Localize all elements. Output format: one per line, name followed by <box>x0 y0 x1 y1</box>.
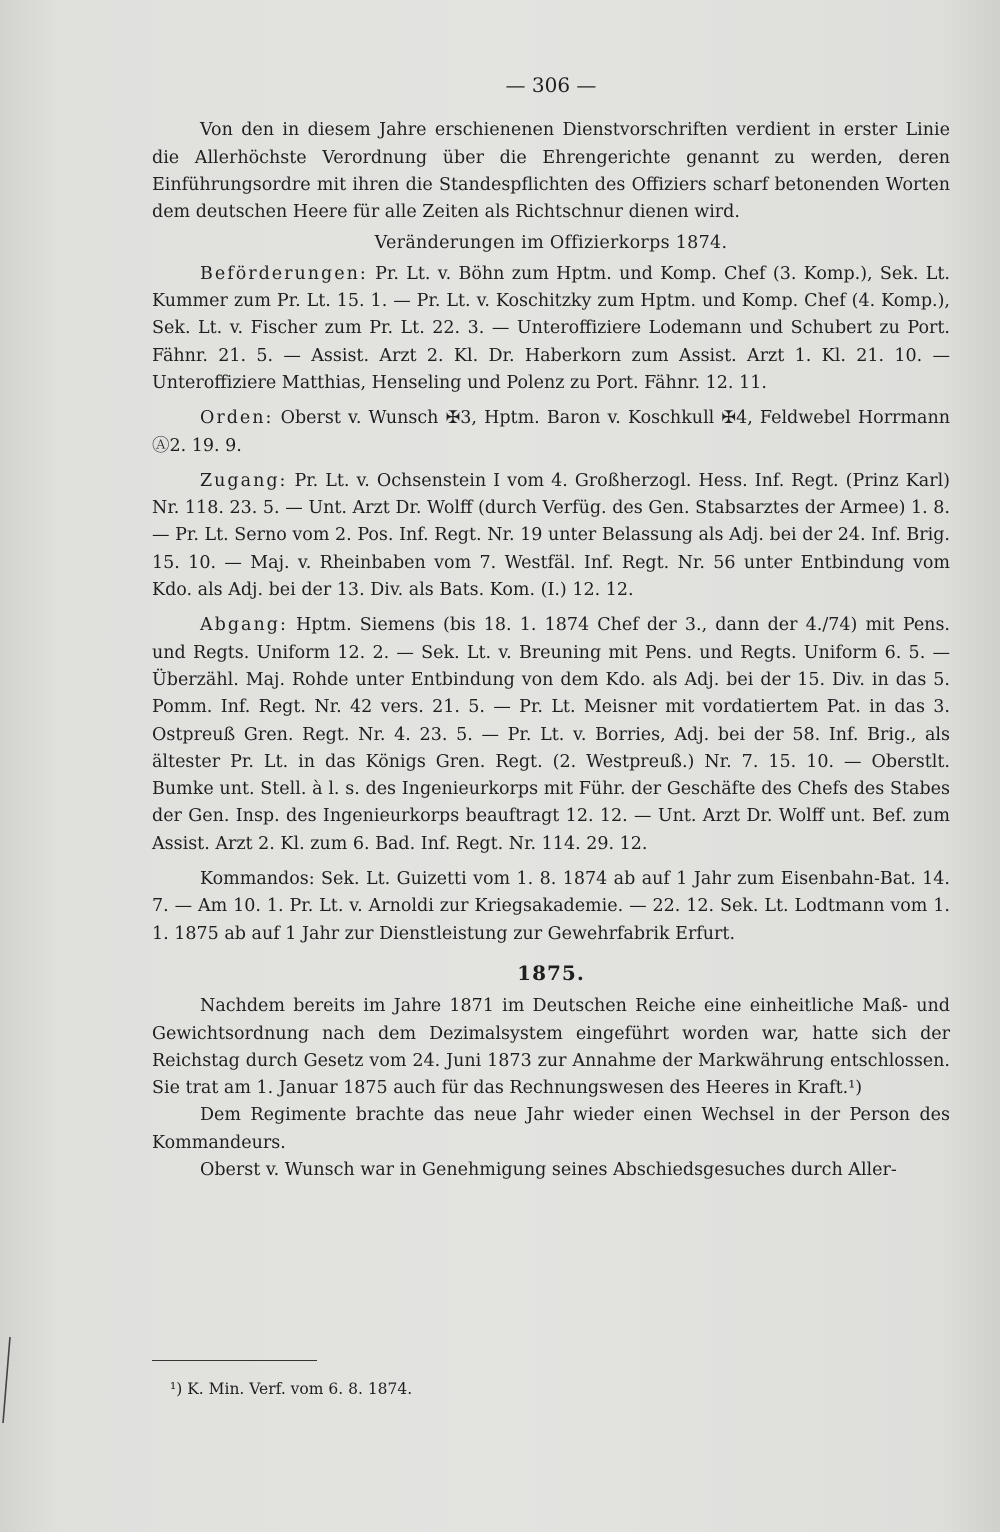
intro-paragraph: Von den in diesem Jahre erschienenen Dienstvorschriften verdient in erster Linie die Allerhöchste Verordnung über die Ehrengerichte genannt zu werden, deren Einführungsordre mit ihren die Standespflichten des Offiziers scharf betonenden Worten dem deutschen Heere für alle Zeiten als Richtschnur dienen wird. <box>152 120 950 223</box>
footnote: ¹) K. Min. Verf. vom 6. 8. 1874. <box>170 1380 413 1398</box>
befoerderungen-paragraph <box>152 261 950 397</box>
footnote-rule <box>152 1360 317 1361</box>
befoerderungen-label: Beförderungen: <box>200 263 368 284</box>
abschied-paragraph: Oberst v. Wunsch war in Genehmigung seines Abschiedsgesuches durch Aller- <box>200 1159 897 1180</box>
section-title: Veränderungen im Offizierkorps 1874. <box>374 233 728 254</box>
zugang-paragraph <box>152 468 950 604</box>
kommandos-label: Kommandos: <box>200 869 315 890</box>
page-number: — 306 — <box>505 73 597 97</box>
orden-text: Oberst v. Wunsch ✠3, Hptm. Baron v. Koschkull ✠4, Feldwebel Horrmann Ⓐ2. 19. 9. <box>152 408 950 456</box>
abgang-label: Abgang: <box>200 615 288 636</box>
zugang-text: Pr. Lt. v. Ochsenstein I vom 4. Großherzogl. Hess. Inf. Regt. (Prinz Karl) Nr. 118. 23. 5. — Unt. Arzt Dr. Wolff (durch Verfüg. des Gen. Stabsarztes der Armee) 1. 8. — Pr. Lt. Serno vom 2. Pos. Inf. Regt. Nr. 19 unter Belassung als Adj. bei der 24. Inf. Brig. 15. 10. — Maj. v. Rheinbaben vom 7. Westfäl. Inf. Regt. Nr. 56 unter Entbindung vom Kdo. als Adj. bei der 13. Div. als Bats. Kom. (I.) 12. 12. <box>152 470 950 601</box>
abgang-text: Hptm. Siemens (bis 18. 1. 1874 Chef der 3., dann der 4./74) mit Pens. und Regts. Uniform 12. 2. — Sek. Lt. v. Breuning mit Pens. und Regts. Uniform 6. 5. — Überzähl. Maj. Rohde unter Entbindung von dem Kdo. als Adj. bei der 15. Div. in das 5. Pomm. Inf. Regt. Nr. 42 vers. 21. 5. — Pr. Lt. Meisner mit vordatiertem Pat. in das 3. Ostpreuß Gren. Regt. Nr. 4. 23. 5. — Pr. Lt. v. Borries, Adj. bei der 58. Inf. Brig., als ältester Pr. Lt. in das Königs Gren. Regt. (2. Westpreuß.) Nr. 7. 15. 10. — Oberstlt. Bumke unt. Stell. à l. s. des Ingenieurkorps mit Führ. der Geschäfte des Chefs des Stabes der Gen. Insp. des Ingenieurkorps beauftragt 12. 12. — Unt. Arzt Dr. Wolff unt. Bef. zum Assist. Arzt 2. Kl. zum 6. Bad. Inf. Regt. Nr. 114. 29. 12. <box>152 615 950 854</box>
kommandos-paragraph <box>152 866 950 948</box>
kommandeur-paragraph: Dem Regimente brachte das neue Jahr wieder einen Wechsel in der Person des Kommandeurs. <box>152 1105 950 1153</box>
page-text <box>152 72 950 1184</box>
abgang-paragraph <box>152 612 950 858</box>
margin-pencil-mark <box>0 1335 12 1425</box>
year-heading: 1875. <box>517 960 585 985</box>
orden-label: Orden: <box>200 408 274 429</box>
zugang-label: Zugang: <box>200 470 288 491</box>
kommandos-text: Sek. Lt. Guizetti vom 1. 8. 1874 ab auf 1 Jahr zum Eisenbahn-Bat. 14. 7. — Am 10. 1. Pr. Lt. v. Arnoldi zur Kriegsakademie. — 22. 12. Sek. Lt. Lodtmann vom 1. 1. 1875 ab auf 1 Jahr zur Dienstleistung zur Gewehrfabrik Erfurt. <box>152 869 950 944</box>
befoerderungen-text: Pr. Lt. v. Böhn zum Hptm. und Komp. Chef (3. Komp.), Sek. Lt. Kummer zum Pr. Lt. 15. 1. — Pr. Lt. v. Koschitzky zum Hptm. und Komp. Chef (4. Komp.), Sek. Lt. v. Fischer zum Pr. Lt. 22. 3. — Unteroffiziere Lodemann und Schubert zu Port. Fähnr. 21. 5. — Assist. Arzt 2. Kl. Dr. Haberkorn zum Assist. Arzt 1. Kl. 21. 10. — Unteroffiziere Matthias, Henseling und Polenz zu Port. Fähnr. 12. 11. <box>152 263 950 393</box>
markwaehrung-paragraph: Nachdem bereits im Jahre 1871 im Deutschen Reiche eine einheitliche Maß- und Gewichtsordnung nach dem Dezimalsystem eingeführt worden war, hatte sich der Reichstag durch Gesetz vom 24. Juni 1873 zur Annahme der Markwährung entschlossen. Sie trat am 1. Januar 1875 auch für das Rechnungswesen des Heeres in Kraft.¹) <box>152 996 950 1099</box>
orden-paragraph <box>152 405 950 460</box>
